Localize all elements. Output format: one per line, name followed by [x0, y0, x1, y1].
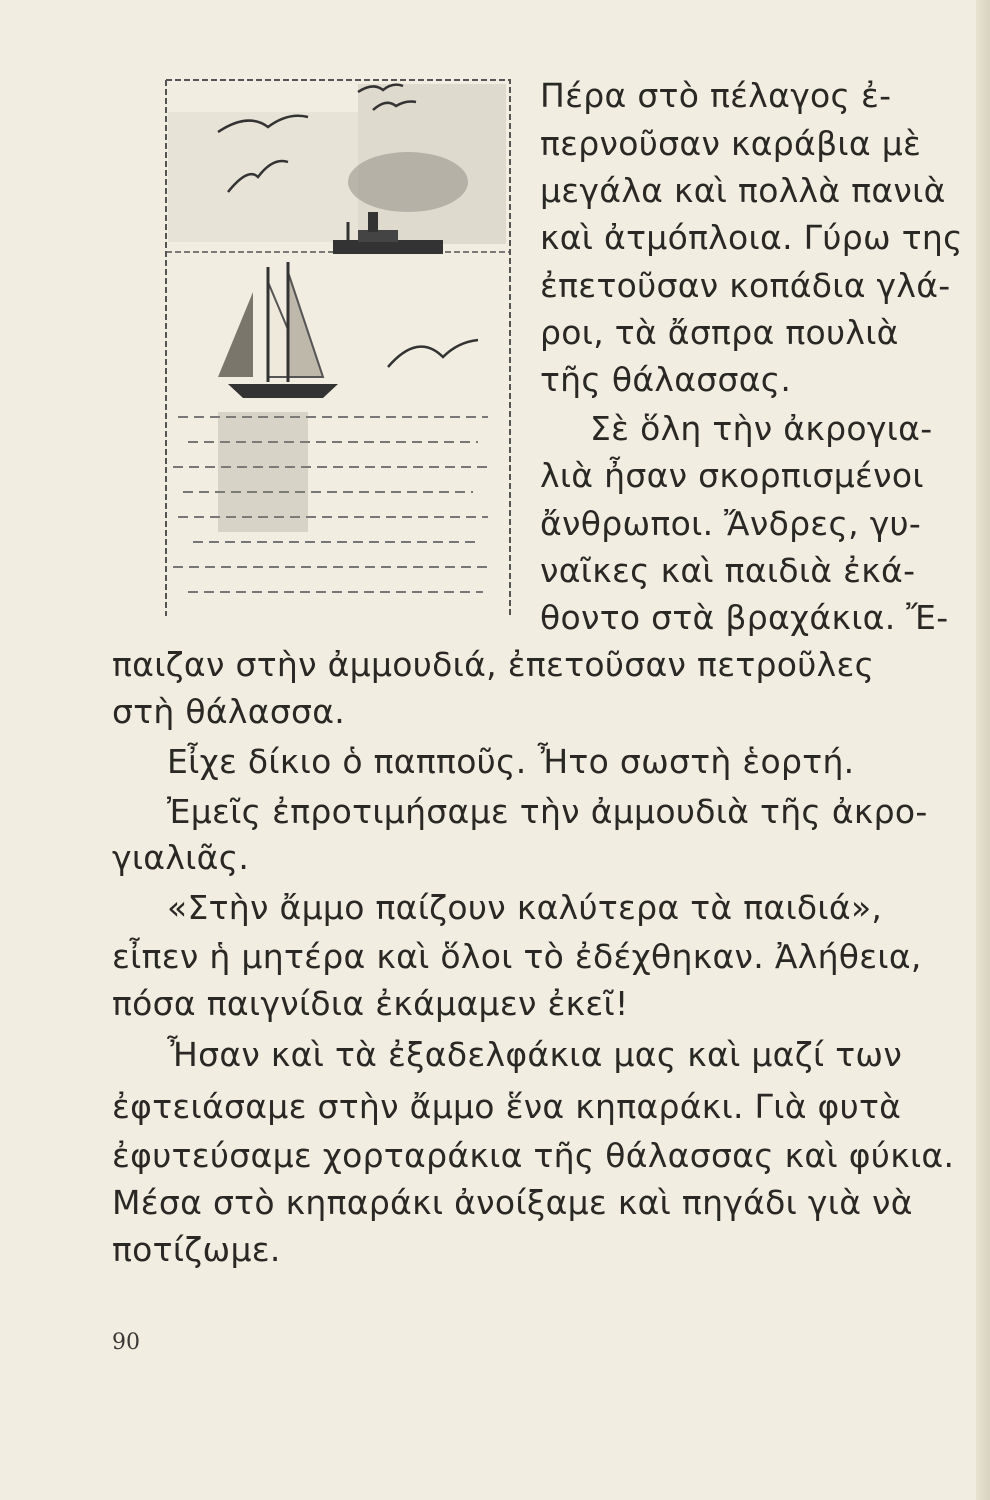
text-line: ροι, τὰ ἄσπρα πουλιὰ — [540, 313, 899, 352]
text-line: «Στὴν ἄμμο παίζουν καλύτερα τὰ παιδιά», — [167, 888, 883, 927]
text-line: θοντο στὰ βραχάκια. Ἔ- — [540, 598, 949, 637]
text-line: ἄνθρωποι. Ἄνδρες, γυ- — [540, 504, 922, 543]
text-line: τῆς θάλασσας. — [540, 360, 792, 399]
text-line: εἶπεν ἡ μητέρα καὶ ὅλοι τὸ ἐδέχθηκαν. Ἀλήθεια, — [112, 937, 922, 976]
text-line: Ἦσαν καὶ τὰ ἐξαδελφάκια μας καὶ μαζί των — [167, 1035, 903, 1074]
text-line: περνοῦσαν καράβια μὲ — [540, 124, 922, 163]
text-line: ἐφτειάσαμε στὴν ἄμμο ἕνα κηπαράκι. Γιὰ φυτὰ — [112, 1087, 902, 1126]
text-line: Εἶχε δίκιο ὁ παπποῦς. Ἦτο σωστὴ ἑορτή. — [167, 742, 855, 781]
text-line: ποτίζωμε. — [112, 1230, 281, 1269]
text-line: ἐπετοῦσαν κοπάδια γλά- — [540, 266, 951, 305]
text-line: γιαλιᾶς. — [112, 838, 250, 877]
text-line: Ἐμεῖς ἐπροτιμήσαμε τὴν ἀμμουδιὰ τῆς ἀκρο- — [167, 792, 928, 831]
text-line: πόσα παιγνίδια ἐκάμαμεν ἐκεῖ! — [112, 984, 629, 1023]
text-line: ἐφυτεύσαμε χορταράκια τῆς θάλασσας καὶ φύκια. — [112, 1136, 955, 1175]
text-line: καὶ ἀτμόπλοια. Γύρω της — [540, 218, 963, 257]
text-line: στὴ θάλασσα. — [112, 692, 346, 731]
text-line: Σὲ ὅλη τὴν ἀκρογια- — [590, 409, 933, 448]
text-line: Μέσα στὸ κηπαράκι ἀνοίξαμε καὶ πηγάδι γιὰ νὰ — [112, 1183, 913, 1222]
text-line: ναῖκες καὶ παιδιὰ ἐκά- — [540, 551, 916, 590]
text-line: μεγάλα καὶ πολλὰ πανιὰ — [540, 171, 946, 210]
text-line: λιὰ ἦσαν σκορπισμένοι — [540, 456, 924, 495]
text-line: παιζαν στὴν ἀμμουδιά, ἐπετοῦσαν πετροῦλες — [112, 645, 875, 684]
sailboat-icon — [218, 262, 338, 398]
sea-illustration — [158, 72, 518, 624]
page-number: 90 — [112, 1330, 140, 1355]
text-line: Πέρα στὸ πέλαγος ἐ- — [540, 76, 892, 115]
